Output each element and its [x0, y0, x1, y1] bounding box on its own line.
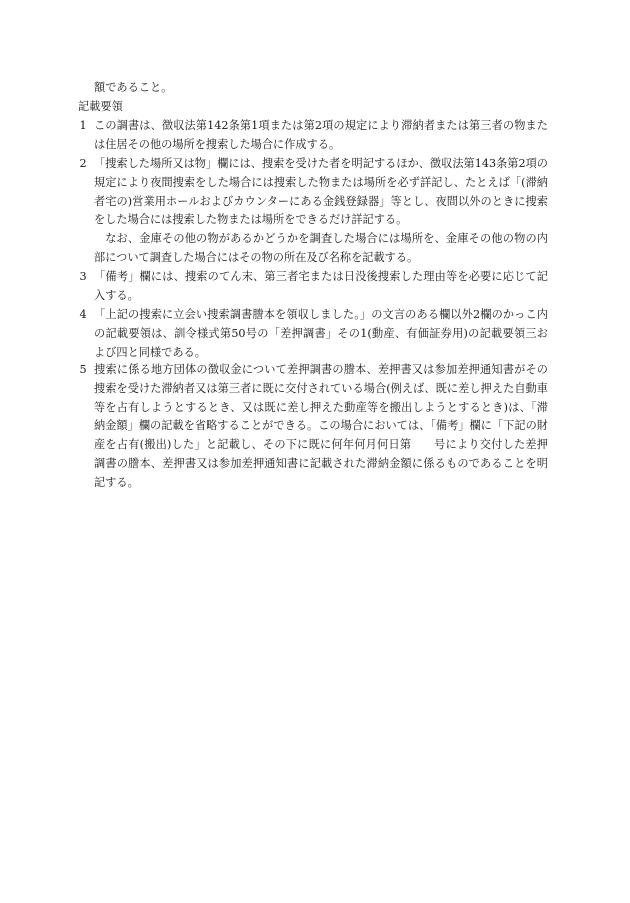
item-number: 5 [79, 363, 87, 376]
item-number: 1 [79, 119, 87, 132]
item-text: 「備考」欄には、捜索のてん末、第三者宅または日没後捜索した理由等を必要に応じて記入する。 [94, 270, 548, 302]
list-item-2 [79, 155, 548, 230]
item-number: 4 [79, 308, 87, 321]
item-text: 「捜索した場所又は物」欄には、捜索を受けた者を明記するほか、徴収法第143条第2項の規定により夜間捜索をした場合には捜索した物または場所を必ず詳記し、たとえば「(滞納者宅の)営業用ホールおよびカウンターにある金銭登録器」等とし、夜間以外のときに捜索をした場合には捜索した物または場所をできるだけ詳記する。 [94, 157, 548, 227]
item-number: 2 [79, 157, 87, 170]
list-item-4 [79, 306, 548, 362]
list-item-3 [79, 268, 548, 306]
item-text: 捜索に係る地方団体の徴収金について差押調書の謄本、差押書又は参加差押通知書がその捜索を受けた滞納者又は第三者に既に交付されている場合(例えば、既に差し押えた自動車等を占有しようとするとき、又は既に差し押えた動産等を搬出しようとするとき)は、「滞納金額」欄の記載を省略することができる。この場合においては、「備考」欄に「下記の財産を占有(搬出)した」と記載し、その下に既に何年何月何日第 号により交付した差押調書の謄本、差押書又は参加差押通知書に記載された滞納金額に係るものであることを明記する。 [94, 363, 548, 489]
list-item-5 [79, 361, 548, 493]
item-number: 3 [79, 270, 87, 283]
continuation-text: 額であること。 [94, 81, 173, 94]
list-item-2-note: なお、金庫その他の物があるかどうかを調査した場合には場所を、金庫その他の物の内部について調査した場合にはその物の所在及び名称を記載する。 [94, 232, 548, 264]
list-item-1 [79, 117, 548, 155]
item-text: この調書は、徴収法第142条第1項または第2項の規定により滞納者または第三者の物または住居その他の場所を捜索した場合に作成する。 [94, 119, 548, 151]
section-heading: 記載要領 [78, 100, 123, 113]
item-text: 「上記の捜索に立会い捜索調書謄本を領収しました。」の文言のある欄以外2欄のかっこ内の記載要領は、訓令様式第50号の「差押調書」その1(動産、有価証券用)の記載要領三および四と同様である。 [94, 308, 548, 359]
